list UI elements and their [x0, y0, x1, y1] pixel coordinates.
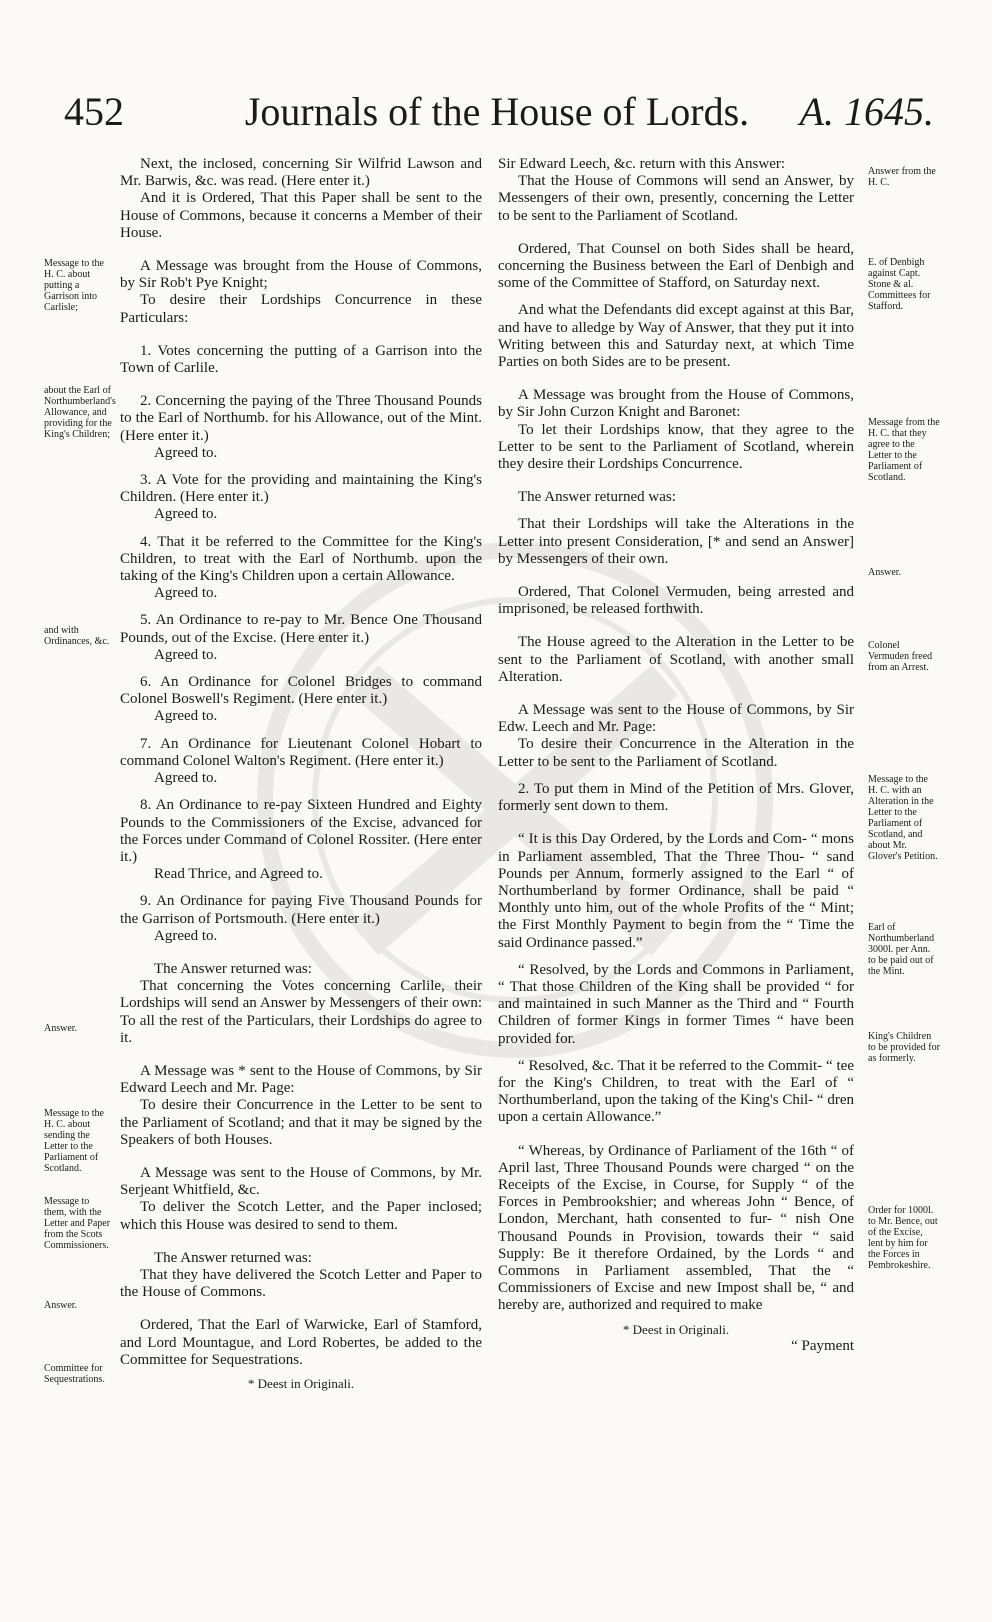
paragraph: 6. An Ordinance for Colonel Bridges to command Colonel Boswell's Regiment. (Here enter it.)	[120, 674, 482, 708]
margin-note: about the Earl of Northumberland's Allowance, and providing for the King's Children;	[44, 385, 116, 440]
paragraph: That their Lordships will take the Alterations in the Letter into present Consideration, [* and send an Answer] by Messengers of their own.	[498, 516, 854, 567]
paragraph: Next, the inclosed, concerning Sir Wilfrid Lawson and Mr. Barwis, &c. was read. (Here enter it.)	[120, 156, 482, 190]
paragraph: To desire their Concurrence in the Alteration in the Letter to be sent to the Parliament of Scotland.	[498, 736, 854, 770]
paragraph: That they have delivered the Scotch Letter and Paper to the House of Commons.	[120, 1266, 482, 1301]
paragraph: Ordered, That Colonel Vermuden, being arrested and imprisoned, be released forthwith.	[498, 584, 854, 618]
margin-note: E. of Denbigh against Capt. Stone & al. Committees for Stafford.	[868, 257, 931, 312]
agreed-line: Agreed to.	[154, 506, 218, 523]
paragraph: 4. That it be referred to the Committee for the King's Children, to treat with the Earl of Northumb. upon the taking of the King's Children upon a certain Allowance.	[120, 533, 482, 585]
paragraph: A Message was * sent to the House of Commons, by Sir Edward Leech and Mr. Page:	[120, 1062, 482, 1097]
paragraph: “ Whereas, by Ordinance of Parliament of the 16th “ of April last, Three Thousand Pounds were charged “ on the Receipts of the Excise, in Course, for Supply “ of the Forces in Pembrookshier; and whereas John “ Bence, of London, Merchant, hath consented to fur- “ nish One Thousand Pounds in Provision, towards their “ said Supply: Be it therefore Ordained, by the Lords “ and Commons in Parliament assembled, That the “ Commissioners of Excise and new Impost shall be, “ and hereby are, authorized and required to make	[498, 1142, 854, 1314]
paragraph: That concerning the Votes concerning Carlile, their Lordships will send an Answer by Messengers of their own: To all the rest of the Particulars, their Lordships do agree to it.	[120, 978, 482, 1046]
paragraph: 7. An Ordinance for Lieutenant Colonel Hobart to command Colonel Walton's Regiment. (Here enter it.)	[120, 735, 482, 769]
margin-note: Colonel Vermuden freed from an Arrest.	[868, 640, 933, 673]
paragraph: “ Resolved, by the Lords and Commons in Parliament, “ That those Children of the King shall be provided “ for and maintained in such Manner as the Third and “ Fourth Children of former Kings in former Times “ have been provided for.	[498, 961, 854, 1047]
paragraph: 8. An Ordinance to re-pay Sixteen Hundred and Eighty Pounds to the Commissioners of the Excise, advanced for the Forces under Command of Colonel Rossiter. (Here enter it.)	[120, 797, 482, 865]
margin-note: Earl of Northumberland 3000l. per Ann. to be paid out of the Mint.	[868, 922, 935, 977]
paragraph: To deliver the Scotch Letter, and the Paper inclosed; which this House was desired to send to them.	[120, 1199, 482, 1233]
margin-note: and with Ordinances, &c.	[44, 625, 110, 647]
agreed-line: Agreed to.	[154, 770, 218, 787]
agreed-line: Read Thrice, and Agreed to.	[154, 866, 323, 883]
paragraph: 9. An Ordinance for paying Five Thousand Pounds for the Garrison of Portsmouth. (Here enter it.)	[120, 893, 482, 927]
margin-note: Answer.	[44, 1023, 78, 1034]
agreed-line: Agreed to.	[154, 927, 218, 944]
page-header	[60, 86, 934, 140]
paragraph: 5. An Ordinance to re-pay to Mr. Bence One Thousand Pounds, out of the Excise. (Here enter it.)	[120, 612, 482, 646]
margin-note: Committee for Sequestrations.	[44, 1363, 105, 1385]
margin-note: Answer.	[44, 1300, 78, 1311]
journal-year: A. 1645.	[799, 89, 934, 134]
footnote: * Deest in Originali.	[622, 1321, 730, 1337]
paragraph: A Message was sent to the House of Commons, by Mr. Serjeant Whitfield, &c.	[120, 1164, 482, 1199]
paragraph: “ It is this Day Ordered, by the Lords and Com- “ mons in Parliament assembled, That the Three Thou- “ sand Pounds per Annum, formerly assigned to the Earl “ of Northumberland by former Ordinance, shall be paid “ Monthly unto him, out of the whole Profits of the “ Mint; the First Monthly Payment to begin from the “ Time the said Ordinance passed.”	[498, 831, 854, 951]
paragraph: To desire their Concurrence in the Letter to be sent to the Parliament of Scotland; and that it may be signed by the Speakers of both Houses.	[120, 1097, 482, 1148]
paragraph: To let their Lordships know, that they agree to the Letter to be sent to the Parliament of Scotland, wherein they desire their Lordships Concurrence.	[498, 421, 854, 473]
page-number: 452	[64, 89, 124, 134]
paragraph: Ordered, That the Earl of Warwicke, Earl of Stamford, and Lord Mountague, and Lord Robertes, be added to the Committee for Sequestrations.	[120, 1317, 482, 1368]
paragraph: The Answer returned was:	[518, 489, 676, 506]
agreed-line: Agreed to.	[154, 646, 218, 663]
paragraph: Ordered, That Counsel on both Sides shall be heard, concerning the Business between the Earl of Denbigh and some of the Committee of Stafford, on Saturday next.	[498, 240, 854, 292]
paragraph: 2. Concerning the paying of the Three Thousand Pounds to the Earl of Northumb. for his Allowance, out of the Mint. (Here enter it.)	[120, 393, 482, 444]
paragraph: A Message was brought from the House of Commons, by Sir John Curzon Knight and Baronet:	[498, 387, 854, 421]
footnote: * Deest in Originali.	[247, 1375, 355, 1391]
margin-note: Message from the H. C. that they agree to the Letter to the Parliament of Scotland.	[868, 417, 940, 483]
paragraph: To desire their Lordships Concurrence in these Particulars:	[120, 292, 482, 326]
left-column	[120, 156, 482, 1392]
margin-note: Message to them, with the Letter and Paper from the Scots Commissioners.	[44, 1196, 111, 1251]
paragraph: And it is Ordered, That this Paper shall be sent to the House of Commons, because it concerns a Member of their House.	[120, 190, 482, 241]
paragraph: 1. Votes concerning the putting of a Garrison into the Town of Carlile.	[120, 342, 482, 377]
right-column	[498, 156, 854, 1355]
paragraph: And what the Defendants did except against at this Bar, and have to alledge by Way of Answer, that they put it into Writing between this and Saturday next, at which Time Parties on both Sides are to be present.	[498, 302, 854, 371]
paragraph: The Answer returned was:	[154, 1249, 312, 1266]
paragraph: That the House of Commons will send an Answer, by Messengers of their own, presently, concerning the Letter to be sent to the Parliament of Scotland.	[498, 173, 854, 224]
margin-note: Order for 1000l. to Mr. Bence, out of the Excise, lent by him for the Forces in Pembrokeshire.	[868, 1205, 938, 1271]
journal-title: Journals of the House of Lords.	[244, 89, 750, 134]
paragraph: 3. A Vote for the providing and maintaining the King's Children. (Here enter it.)	[120, 472, 482, 506]
agreed-line: Agreed to.	[154, 444, 218, 461]
catchword: “ Payment	[791, 1337, 854, 1354]
margin-note: Answer.	[868, 567, 902, 578]
margin-note: Answer from the H. C.	[868, 166, 936, 188]
paragraph: “ Resolved, &c. That it be referred to the Commit- “ tee for the King's Children, to treat with the Earl of “ Northumberland, upon the taking of the King's Chil- “ dren upon a certain Allowance.”	[498, 1057, 854, 1126]
margin-note: Message to the H. C. about sending the Letter to the Parliament of Scotland.	[44, 1108, 104, 1174]
margin-note: King's Children to be provided for as formerly.	[868, 1031, 940, 1064]
margin-note: Message to the H. C. about putting a Garrison into Carlisle;	[44, 258, 104, 313]
paragraph: A Message was sent to the House of Commons, by Sir Edw. Leech and Mr. Page:	[498, 702, 854, 736]
margin-note: Message to the H. C. with an Alteration in the Letter to the Parliament of Scotland, and about Mr. Glover's Petition.	[868, 774, 938, 862]
paragraph: 2. To put them in Mind of the Petition of Mrs. Glover, formerly sent down to them.	[498, 780, 854, 815]
paragraph: The Answer returned was:	[154, 960, 312, 977]
paragraph: Sir Edward Leech, &c. return with this Answer:	[498, 156, 786, 172]
paragraph: A Message was brought from the House of Commons, by Sir Rob't Pye Knight;	[120, 258, 482, 292]
agreed-line: Agreed to.	[154, 585, 218, 602]
paragraph: The House agreed to the Alteration in the Letter to be sent to the Parliament of Scotland, with another small Alteration.	[498, 634, 854, 685]
agreed-line: Agreed to.	[154, 708, 218, 725]
